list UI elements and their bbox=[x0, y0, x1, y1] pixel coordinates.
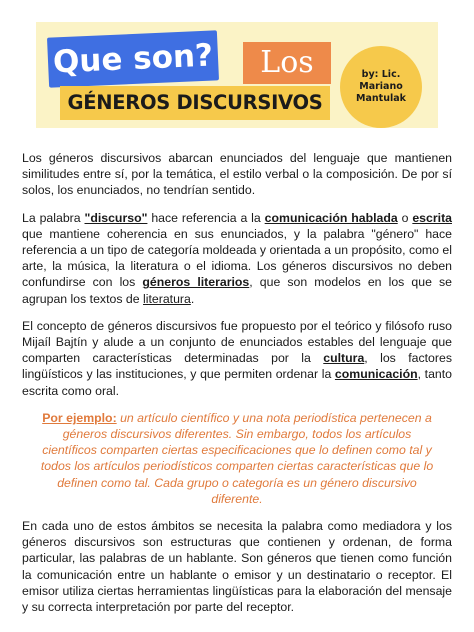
keyword-discurso: "discurso" bbox=[84, 210, 148, 225]
paragraph-ambitos: En cada uno de estos ámbitos se necesita la palabra como mediadora y los géneros discursivos son estructuras que contienen y ordenan, de forma particular, las palabras de un hablante. Son géneros que tienen como función la comunicación entre un hablante o emisor y un destinatario o receptor. El emisor utiliza ciertas herramientas lingüísticas para la elaboración del mensaje y su correcta interpretación por parte del receptor. bbox=[22, 519, 452, 615]
title-generos-discursivos: GÉNEROS DISCURSIVOS bbox=[60, 86, 330, 120]
keyword-generos-literarios: géneros literarios bbox=[142, 275, 250, 290]
keyword-comunicacion-hablada: comunicación hablada bbox=[264, 210, 398, 225]
keyword-literatura: literatura bbox=[143, 291, 191, 306]
author-line-3: Mantulak bbox=[356, 93, 406, 104]
title-que-son: Que son? bbox=[47, 30, 219, 87]
author-badge bbox=[340, 46, 422, 128]
keyword-escrita: escrita bbox=[412, 210, 452, 225]
paragraph-discurso bbox=[22, 210, 452, 307]
p2-text-a: La palabra bbox=[22, 210, 85, 225]
keyword-comunicacion: comunicación bbox=[334, 367, 418, 382]
author-line-1: by: Lic. bbox=[361, 69, 401, 80]
document-body bbox=[22, 150, 452, 615]
author-line-2: Mariano bbox=[359, 81, 403, 92]
example-text: un artículo científico y una nota periodística pertenecen a géneros discursivos diferentes. Sin embargo, todos los artículos científicos comparten ciertas especificaciones que lo definen como tal y todos los artículos periodísticos comparten ciertas características que lo definen como tal. Cada grupo o categoría es un género discursivo diferente. bbox=[40, 410, 434, 506]
keyword-cultura: cultura bbox=[323, 351, 365, 366]
example-lead: Por ejemplo: bbox=[42, 410, 117, 425]
p2-text-c: hace referencia a la bbox=[147, 210, 265, 225]
author-text bbox=[356, 69, 406, 105]
p3-text-c: , los factores lingüísticos y las instituciones, y que permiten ordenar la bbox=[22, 351, 452, 382]
title-los: Los bbox=[243, 42, 331, 84]
p2-text-g: que mantiene coherencia en sus enunciados, y la palabra "género" hace referencia a un tipo de categoría moldeada y orientada a un propósito, como el arte, la música, la literatura o el idioma. Los géneros discursivos no deben confundirse con los bbox=[22, 226, 452, 290]
p2-text-e: o bbox=[397, 210, 413, 225]
example-callout bbox=[22, 410, 452, 507]
p3-text-a: El concepto de géneros discursivos fue propuesto por el teórico y filósofo ruso Mijaíl Bajtín y alude a un conjunto de enunciados estables del lenguaje que comparten características determinadas por la bbox=[22, 318, 452, 366]
paragraph-intro: Los géneros discursivos abarcan enunciados del lenguaje que mantienen similitudes entre sí, por la temática, el estilo verbal o la composición. De por sí solos, los enunciados, no tendrían sentido. bbox=[22, 151, 452, 198]
p2-text-i: , que son modelos en los que se agrupan los textos de bbox=[22, 275, 453, 306]
p3-text-e: , tanto escrita como oral. bbox=[22, 367, 453, 398]
p2-text-k: . bbox=[190, 291, 195, 306]
paragraph-bajtin bbox=[22, 318, 452, 399]
